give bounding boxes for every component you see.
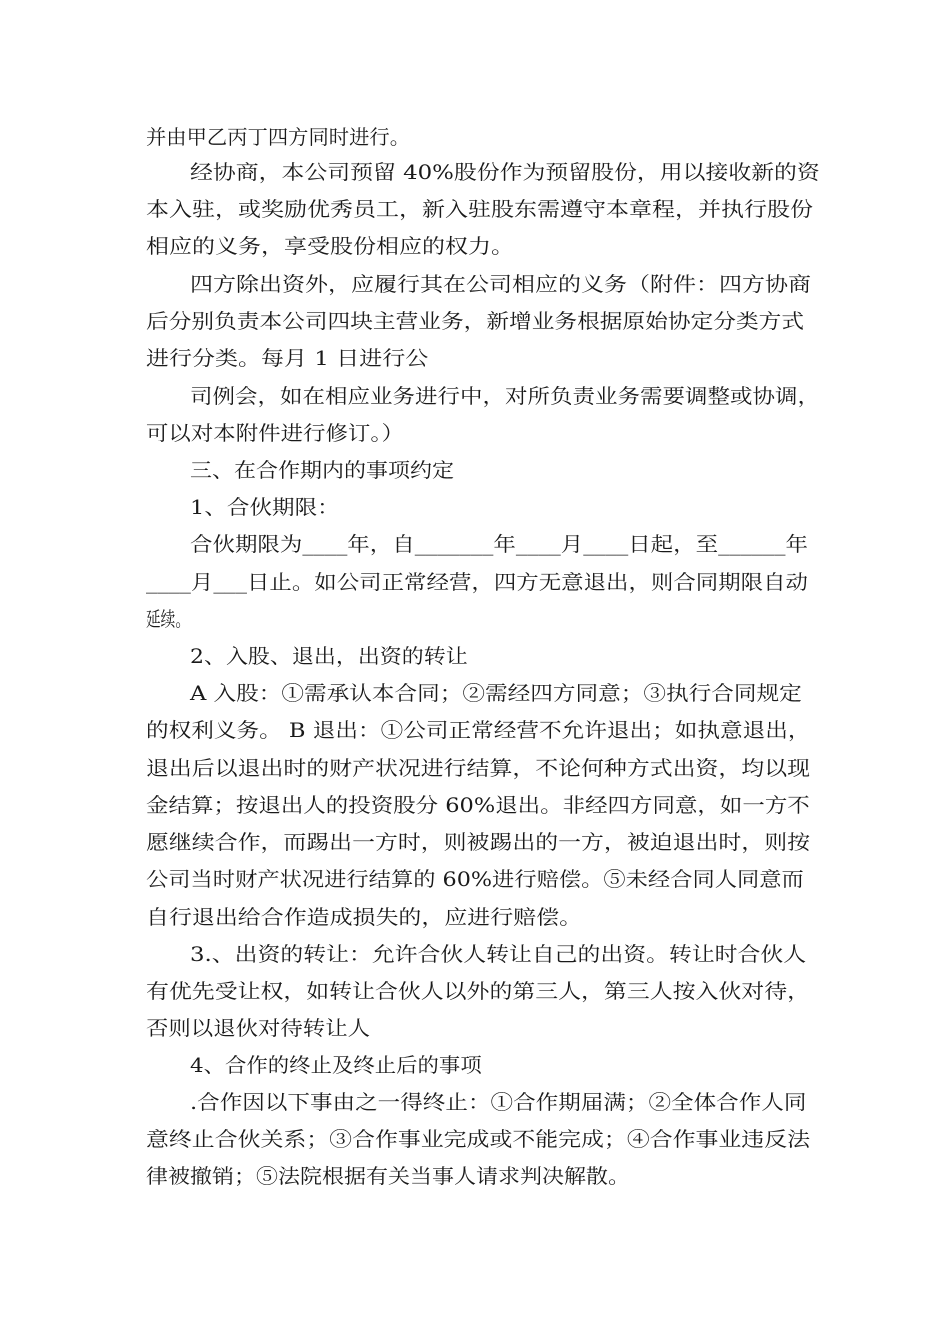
text-line: 3.、出资的转让：允许合伙人转让自己的出资。转让时合伙人	[190, 942, 807, 966]
subsection-heading: 4、合作的终止及终止后的事项	[190, 1053, 482, 1077]
section-heading: 三、在合作期内的事项约定	[190, 458, 454, 482]
text-line: 本入驻，或奖励优秀员工，新入驻股东需遵守本章程，并执行股份	[146, 197, 813, 221]
text-line: 相应的义务，享受股份相应的权力。	[146, 234, 514, 258]
text-line: 经协商，本公司预留 40%股份作为预留股份，用以接收新的资	[190, 160, 820, 184]
text-line: 自行退出给合作造成损失的，应进行赔偿。	[146, 905, 583, 929]
text-line: 意终止合伙关系；③合作事业完成或不能完成；④合作事业违反法	[146, 1127, 810, 1151]
subsection-heading: 1、合伙期限：	[190, 495, 340, 519]
text-line: 金结算；按退出人的投资股分 60%退出。非经四方同意，如一方不	[146, 793, 810, 817]
text-line: 司例会，如在相应业务进行中，对所负责业务需要调整或协调，	[190, 384, 820, 408]
text-line: 否则以退伙对待转让人	[146, 1016, 370, 1040]
text-line: 有优先受让权，如转让合伙人以外的第三人，第三人按入伙对待，	[146, 979, 810, 1003]
text-line: 四方除出资外，应履行其在公司相应的义务（附件：四方协商	[190, 272, 811, 296]
text-line: 律被撤销；⑤法院根据有关当事人请求判决解散。	[146, 1164, 630, 1188]
text-line: 退出后以退出时的财产状况进行结算，不论何种方式出资，均以现	[146, 756, 810, 780]
text-line: 并由甲乙丙丁四方同时进行。	[146, 125, 411, 149]
text-line: ____月___日止。如公司正常经营，四方无意退出，则合同期限自动	[146, 570, 808, 594]
text-line: 合伙期限为____年，自_______年____月____日起，至______年	[190, 532, 808, 556]
text-line: 的权利义务。 B 退出：①公司正常经营不允许退出；如执意退出，	[146, 718, 811, 742]
text-line: 可以对本附件进行修订。）	[146, 421, 404, 445]
text-line: 愿继续合作，而踢出一方时，则被踢出的一方，被迫退出时，则按	[146, 830, 810, 854]
text-line: .合作因以下事由之一得终止：①合作期届满；②全体合作人同	[190, 1090, 807, 1114]
text-line: 延续。	[146, 607, 190, 631]
text-line: 后分别负责本公司四块主营业务，新增业务根据原始协定分类方式	[146, 309, 805, 333]
text-line: 进行分类。每月 1 日进行公	[146, 346, 429, 370]
text-line: A 入股：①需承认本合同；②需经四方同意；③执行合同规定	[190, 681, 802, 705]
text-line: 公司当时财产状况进行结算的 60%进行赔偿。⑤未经合同人同意而	[146, 867, 804, 891]
subsection-heading: 2、入股、退出，出资的转让	[190, 644, 468, 668]
